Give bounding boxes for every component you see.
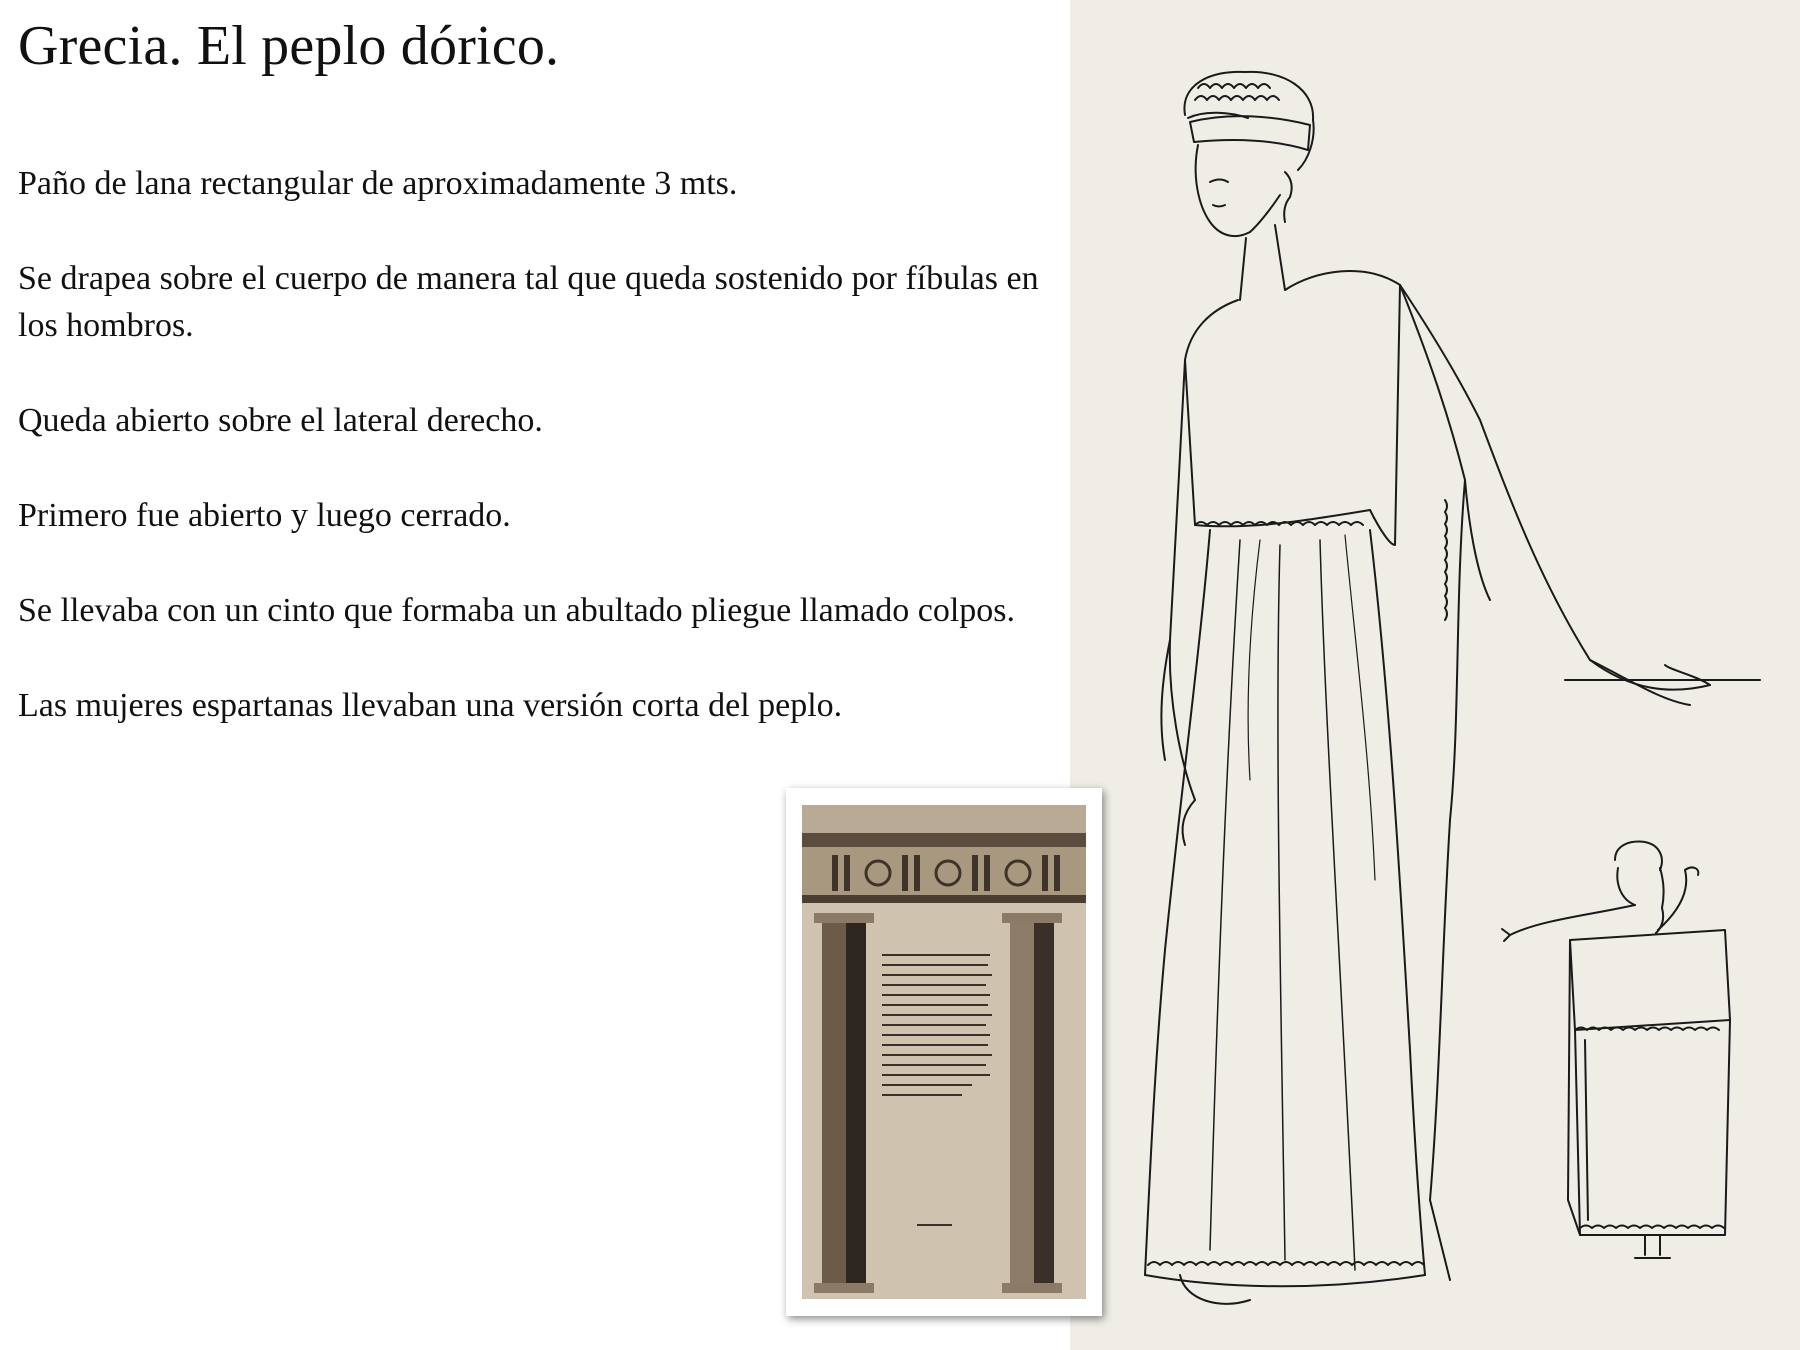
body-text	[18, 160, 1053, 777]
doric-columns-engraving-icon	[802, 805, 1086, 1299]
slide-title: Grecia. El peplo dórico.	[18, 15, 560, 77]
paragraph-drape: Se drapea sobre el cuerpo de manera tal que queda sostenido por fíbulas en los hombros.	[18, 260, 1039, 344]
peplos-illustration	[1070, 0, 1800, 1350]
paragraph-open-side: Queda abierto sobre el lateral derecho.	[18, 402, 543, 439]
doric-column-photo	[786, 788, 1102, 1316]
greek-woman-drawing-icon	[1070, 0, 1800, 1350]
paragraph-history: Primero fue abierto y luego cerrado.	[18, 497, 511, 534]
paragraph-colpos: Se llevaba con un cinto que formaba un abultado pliegue llamado colpos.	[18, 592, 1016, 629]
paragraph-sparta: Las mujeres espartanas llevaban una versión corta del peplo.	[18, 687, 843, 724]
paragraph-cloth: Paño de lana rectangular de aproximadamente 3 mts.	[18, 165, 738, 202]
